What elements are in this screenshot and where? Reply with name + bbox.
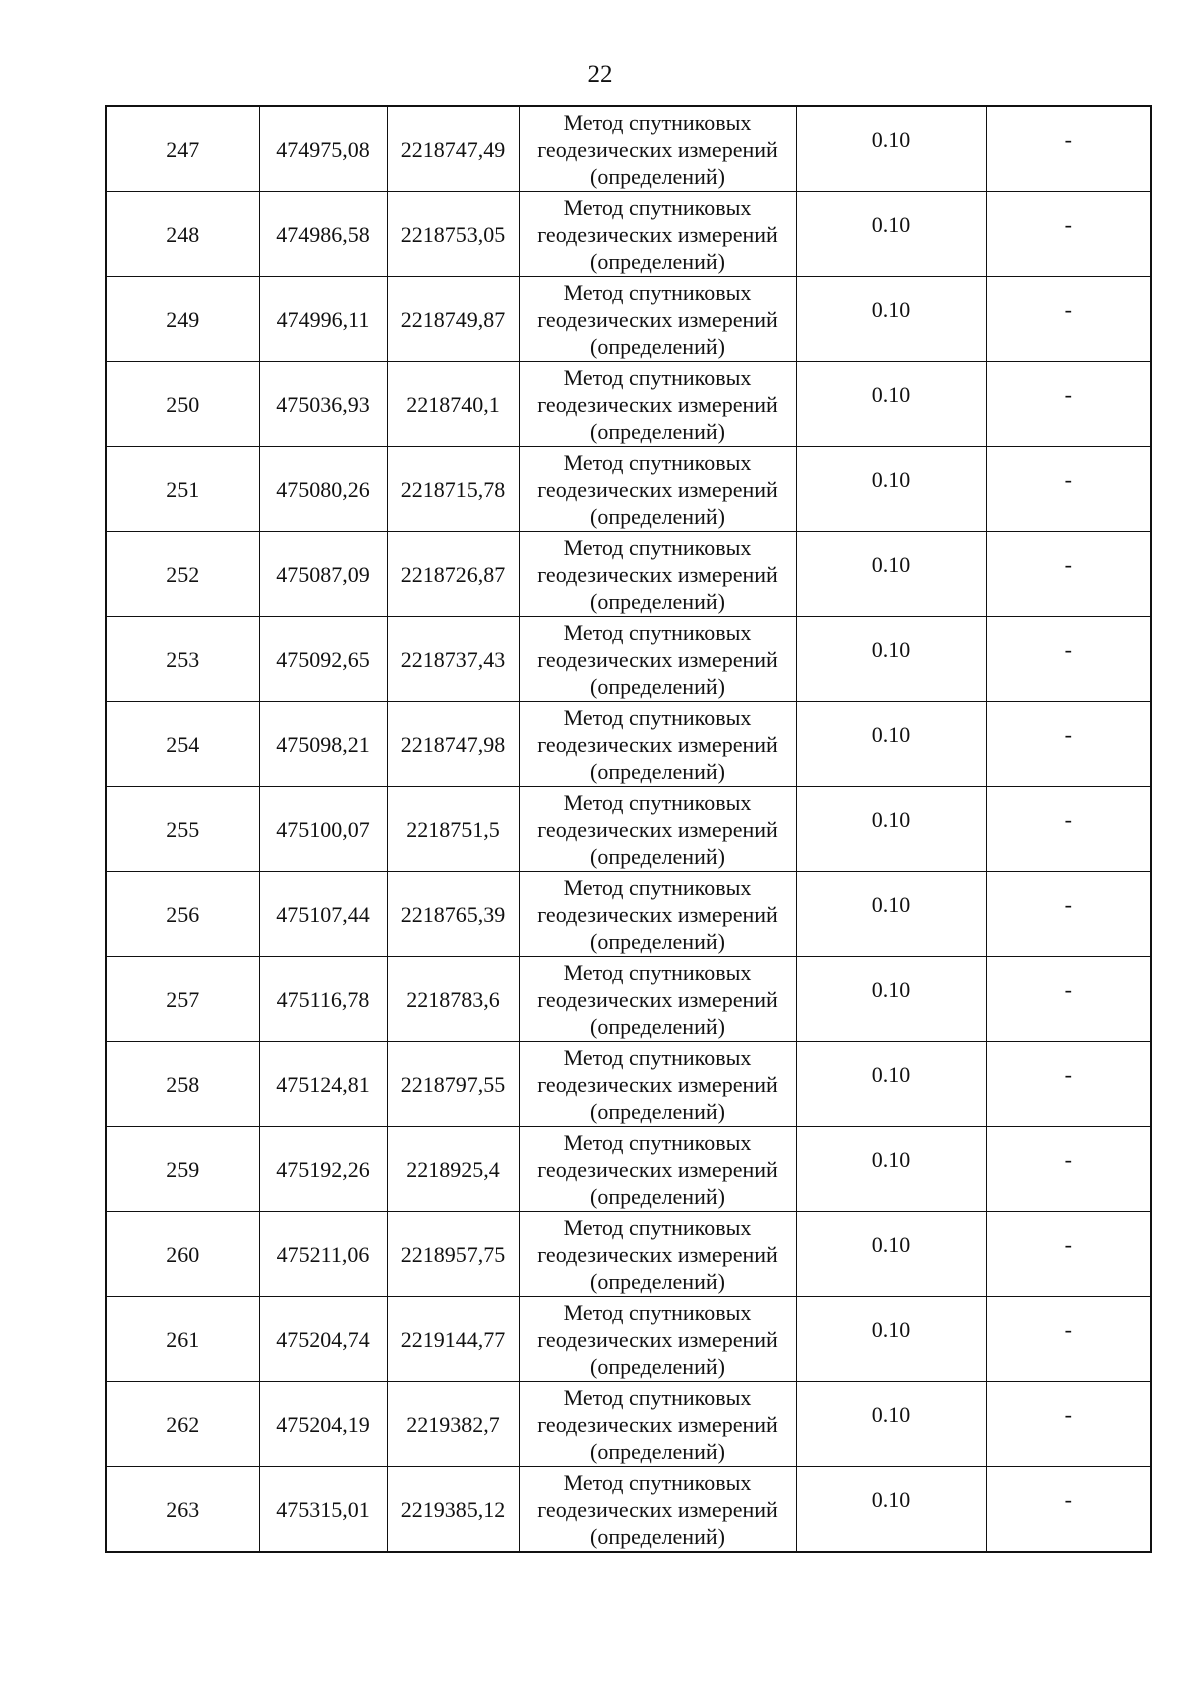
note-cell	[986, 1042, 1151, 1127]
method-line: геодезических измерений	[537, 901, 778, 927]
method-cell	[519, 1467, 796, 1553]
method-cell	[519, 1297, 796, 1382]
method-line: Метод спутниковых	[563, 789, 752, 815]
x-coordinate-cell: 474975,08	[259, 106, 387, 192]
method-line: геодезических измерений	[537, 731, 778, 757]
accuracy-value: 0.10	[871, 1316, 911, 1342]
method-line: Метод спутниковых	[563, 619, 752, 645]
x-coordinate-cell: 475192,26	[259, 1127, 387, 1212]
table-row	[106, 872, 1151, 957]
point-number-cell: 251	[106, 447, 259, 532]
note-value: -	[1064, 1146, 1072, 1172]
method-line: Метод спутниковых	[563, 1129, 752, 1155]
x-coordinate-cell: 475087,09	[259, 532, 387, 617]
method-line: (определений)	[590, 248, 725, 274]
accuracy-cell	[796, 532, 986, 617]
x-coordinate-cell: 475100,07	[259, 787, 387, 872]
method-line: Метод спутниковых	[563, 874, 752, 900]
accuracy-cell	[796, 617, 986, 702]
y-coordinate-cell: 2218749,87	[387, 277, 519, 362]
accuracy-cell	[796, 1127, 986, 1212]
accuracy-value: 0.10	[871, 1146, 911, 1172]
method-line: Метод спутниковых	[563, 194, 752, 220]
accuracy-cell	[796, 1382, 986, 1467]
accuracy-cell	[796, 1042, 986, 1127]
method-line: (определений)	[590, 588, 725, 614]
method-cell	[519, 1042, 796, 1127]
accuracy-value: 0.10	[871, 636, 911, 662]
accuracy-cell	[796, 447, 986, 532]
accuracy-value: 0.10	[871, 1486, 911, 1512]
point-number-cell: 256	[106, 872, 259, 957]
table-row	[106, 617, 1151, 702]
table-row	[106, 1042, 1151, 1127]
note-value: -	[1064, 381, 1072, 407]
x-coordinate-cell: 475204,74	[259, 1297, 387, 1382]
note-cell	[986, 532, 1151, 617]
table-row	[106, 1212, 1151, 1297]
note-cell	[986, 872, 1151, 957]
point-number-cell: 259	[106, 1127, 259, 1212]
method-line: геодезических измерений	[537, 1326, 778, 1352]
note-cell	[986, 787, 1151, 872]
method-cell	[519, 532, 796, 617]
method-cell	[519, 872, 796, 957]
method-line: геодезических измерений	[537, 391, 778, 417]
method-line: геодезических измерений	[537, 476, 778, 502]
table-row	[106, 192, 1151, 277]
note-value: -	[1064, 806, 1072, 832]
point-number-cell: 252	[106, 532, 259, 617]
method-line: (определений)	[590, 1183, 725, 1209]
x-coordinate-cell: 475211,06	[259, 1212, 387, 1297]
y-coordinate-cell: 2218747,49	[387, 106, 519, 192]
x-coordinate-cell: 475124,81	[259, 1042, 387, 1127]
method-line: (определений)	[590, 333, 725, 359]
method-line: Метод спутниковых	[563, 109, 752, 135]
accuracy-cell	[796, 872, 986, 957]
table-row	[106, 1127, 1151, 1212]
method-line: геодезических измерений	[537, 986, 778, 1012]
method-line: геодезических измерений	[537, 136, 778, 162]
accuracy-value: 0.10	[871, 1061, 911, 1087]
method-cell	[519, 957, 796, 1042]
note-cell	[986, 1212, 1151, 1297]
x-coordinate-cell: 474986,58	[259, 192, 387, 277]
method-cell	[519, 1382, 796, 1467]
method-line: геодезических измерений	[537, 221, 778, 247]
y-coordinate-cell: 2218751,5	[387, 787, 519, 872]
accuracy-value: 0.10	[871, 976, 911, 1002]
method-line: Метод спутниковых	[563, 1044, 752, 1070]
method-cell	[519, 277, 796, 362]
method-cell	[519, 106, 796, 192]
method-line: (определений)	[590, 928, 725, 954]
table-row	[106, 447, 1151, 532]
point-number-cell: 257	[106, 957, 259, 1042]
note-value: -	[1064, 976, 1072, 1002]
method-line: Метод спутниковых	[563, 534, 752, 560]
method-cell	[519, 787, 796, 872]
x-coordinate-cell: 475036,93	[259, 362, 387, 447]
method-line: геодезических измерений	[537, 1241, 778, 1267]
method-cell	[519, 617, 796, 702]
accuracy-value: 0.10	[871, 551, 911, 577]
note-value: -	[1064, 636, 1072, 662]
x-coordinate-cell: 475098,21	[259, 702, 387, 787]
accuracy-value: 0.10	[871, 126, 911, 152]
x-coordinate-cell: 475116,78	[259, 957, 387, 1042]
point-number-cell: 260	[106, 1212, 259, 1297]
note-value: -	[1064, 1231, 1072, 1257]
point-number-cell: 250	[106, 362, 259, 447]
method-line: Метод спутниковых	[563, 1214, 752, 1240]
method-line: Метод спутниковых	[563, 449, 752, 475]
note-value: -	[1064, 721, 1072, 747]
y-coordinate-cell: 2218740,1	[387, 362, 519, 447]
point-number-cell: 253	[106, 617, 259, 702]
method-line: геодезических измерений	[537, 646, 778, 672]
accuracy-cell	[796, 192, 986, 277]
y-coordinate-cell: 2219144,77	[387, 1297, 519, 1382]
y-coordinate-cell: 2218783,6	[387, 957, 519, 1042]
point-number-cell: 255	[106, 787, 259, 872]
point-number-cell: 249	[106, 277, 259, 362]
note-cell	[986, 106, 1151, 192]
note-value: -	[1064, 891, 1072, 917]
x-coordinate-cell: 475080,26	[259, 447, 387, 532]
y-coordinate-cell: 2218753,05	[387, 192, 519, 277]
note-cell	[986, 362, 1151, 447]
accuracy-value: 0.10	[871, 1401, 911, 1427]
y-coordinate-cell: 2218747,98	[387, 702, 519, 787]
method-line: (определений)	[590, 1268, 725, 1294]
method-line: геодезических измерений	[537, 1496, 778, 1522]
y-coordinate-cell: 2218737,43	[387, 617, 519, 702]
accuracy-value: 0.10	[871, 296, 911, 322]
method-line: (определений)	[590, 418, 725, 444]
accuracy-value: 0.10	[871, 1231, 911, 1257]
y-coordinate-cell: 2218715,78	[387, 447, 519, 532]
method-line: Метод спутниковых	[563, 364, 752, 390]
method-line: геодезических измерений	[537, 306, 778, 332]
accuracy-cell	[796, 787, 986, 872]
accuracy-cell	[796, 362, 986, 447]
note-value: -	[1064, 551, 1072, 577]
method-cell	[519, 362, 796, 447]
note-value: -	[1064, 466, 1072, 492]
table-row	[106, 1467, 1151, 1553]
y-coordinate-cell: 2218765,39	[387, 872, 519, 957]
table-row	[106, 1382, 1151, 1467]
y-coordinate-cell: 2219382,7	[387, 1382, 519, 1467]
method-line: (определений)	[590, 1438, 725, 1464]
point-number-cell: 254	[106, 702, 259, 787]
method-line: Метод спутниковых	[563, 704, 752, 730]
note-value: -	[1064, 211, 1072, 237]
note-cell	[986, 447, 1151, 532]
point-number-cell: 247	[106, 106, 259, 192]
x-coordinate-cell: 474996,11	[259, 277, 387, 362]
note-cell	[986, 702, 1151, 787]
method-line: геодезических измерений	[537, 561, 778, 587]
note-value: -	[1064, 296, 1072, 322]
method-line: Метод спутниковых	[563, 1469, 752, 1495]
coordinates-table-body	[106, 106, 1151, 1552]
accuracy-cell	[796, 1467, 986, 1553]
note-cell	[986, 1382, 1151, 1467]
method-cell	[519, 1127, 796, 1212]
page-number: 22	[587, 61, 613, 88]
note-value: -	[1064, 1486, 1072, 1512]
method-line: Метод спутниковых	[563, 1384, 752, 1410]
x-coordinate-cell: 475107,44	[259, 872, 387, 957]
accuracy-value: 0.10	[871, 721, 911, 747]
y-coordinate-cell: 2219385,12	[387, 1467, 519, 1553]
x-coordinate-cell: 475092,65	[259, 617, 387, 702]
point-number-cell: 258	[106, 1042, 259, 1127]
method-line: Метод спутниковых	[563, 279, 752, 305]
note-value: -	[1064, 1061, 1072, 1087]
accuracy-value: 0.10	[871, 806, 911, 832]
method-cell	[519, 447, 796, 532]
y-coordinate-cell: 2218925,4	[387, 1127, 519, 1212]
note-cell	[986, 192, 1151, 277]
method-line: (определений)	[590, 503, 725, 529]
table-row	[106, 277, 1151, 362]
accuracy-cell	[796, 957, 986, 1042]
table-row	[106, 702, 1151, 787]
note-cell	[986, 1127, 1151, 1212]
note-cell	[986, 1467, 1151, 1553]
accuracy-cell	[796, 106, 986, 192]
method-line: (определений)	[590, 843, 725, 869]
point-number-cell: 248	[106, 192, 259, 277]
accuracy-value: 0.10	[871, 891, 911, 917]
table-row	[106, 787, 1151, 872]
table-row	[106, 957, 1151, 1042]
note-value: -	[1064, 1316, 1072, 1342]
accuracy-value: 0.10	[871, 466, 911, 492]
accuracy-cell	[796, 277, 986, 362]
method-cell	[519, 192, 796, 277]
table-row	[106, 1297, 1151, 1382]
method-line: (определений)	[590, 1353, 725, 1379]
note-cell	[986, 957, 1151, 1042]
accuracy-value: 0.10	[871, 381, 911, 407]
method-line: геодезических измерений	[537, 1071, 778, 1097]
method-line: (определений)	[590, 673, 725, 699]
note-cell	[986, 277, 1151, 362]
note-value: -	[1064, 1401, 1072, 1427]
point-number-cell: 263	[106, 1467, 259, 1553]
accuracy-cell	[796, 1212, 986, 1297]
y-coordinate-cell: 2218726,87	[387, 532, 519, 617]
method-line: (определений)	[590, 1098, 725, 1124]
method-cell	[519, 1212, 796, 1297]
method-line: (определений)	[590, 163, 725, 189]
y-coordinate-cell: 2218797,55	[387, 1042, 519, 1127]
method-line: (определений)	[590, 1523, 725, 1549]
accuracy-cell	[796, 1297, 986, 1382]
accuracy-cell	[796, 702, 986, 787]
method-line: геодезических измерений	[537, 816, 778, 842]
y-coordinate-cell: 2218957,75	[387, 1212, 519, 1297]
point-number-cell: 262	[106, 1382, 259, 1467]
x-coordinate-cell: 475204,19	[259, 1382, 387, 1467]
method-cell	[519, 702, 796, 787]
table-row	[106, 106, 1151, 192]
coordinates-table	[105, 105, 1152, 1553]
table-row	[106, 362, 1151, 447]
table-row	[106, 532, 1151, 617]
method-line: геодезических измерений	[537, 1411, 778, 1437]
method-line: Метод спутниковых	[563, 959, 752, 985]
note-cell	[986, 617, 1151, 702]
method-line: геодезических измерений	[537, 1156, 778, 1182]
x-coordinate-cell: 475315,01	[259, 1467, 387, 1553]
note-cell	[986, 1297, 1151, 1382]
note-value: -	[1064, 126, 1072, 152]
point-number-cell: 261	[106, 1297, 259, 1382]
method-line: (определений)	[590, 758, 725, 784]
method-line: (определений)	[590, 1013, 725, 1039]
accuracy-value: 0.10	[871, 211, 911, 237]
method-line: Метод спутниковых	[563, 1299, 752, 1325]
